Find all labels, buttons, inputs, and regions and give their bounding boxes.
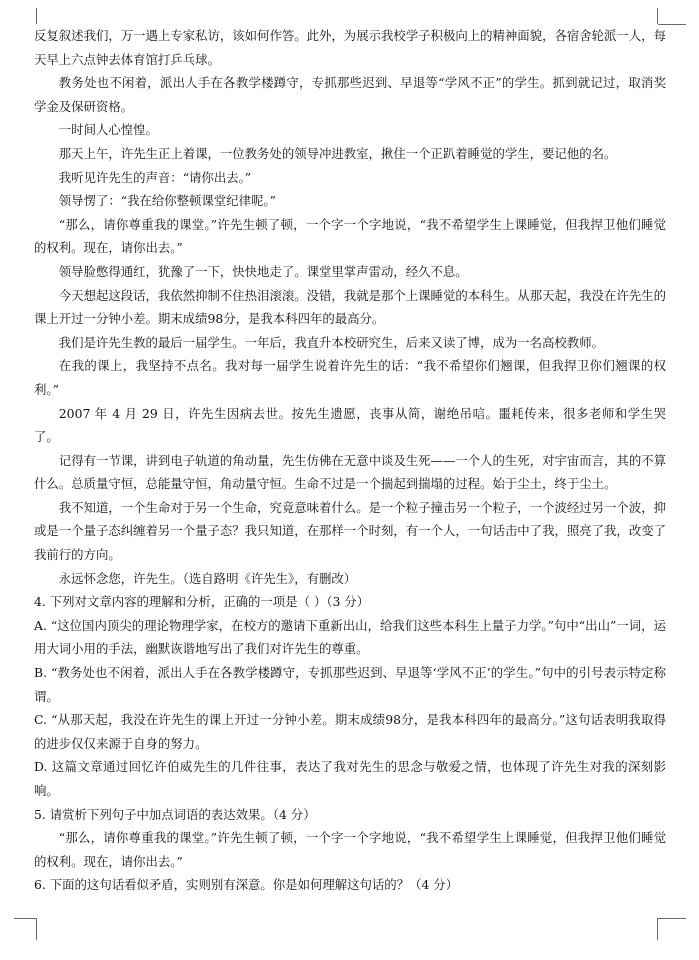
crop-mark-top-left-vertical [36,8,37,24]
paragraph: 2007 年 4 月 29 日，许先生因病去世。按先生遗愿，丧事从简，谢绝吊唁。噩耗传来，很多老师和学生哭了。 [34,405,666,445]
question-6: 6. 下面的这句话看似矛盾，实则别有深意。你是如何理解这句话的？（4 分） [34,877,459,893]
paragraph: 教务处也不闲着，派出人手在各教学楼蹲守，专抓那些迟到、早退等“学风不正”的学生。抓到就记过，取消奖学金及保研资格。 [34,75,666,114]
paragraph: 那天上午，许先生正上着课，一位教务处的领导冲进教室，揪住一个正趴着睡觉的学生，要记他的名。 [58,145,617,161]
paragraph: 我听见许先生的声音：“请你出去。” [58,169,252,185]
question-4: 4. 下列对文章内容的理解和分析，正确的一项是（ ）（3 分） [34,594,370,610]
crop-mark-bottom-right-horizontal [658,918,686,919]
paragraph: 一时间人心惶惶。 [58,122,158,138]
crop-mark-top-right-vertical [657,8,658,24]
document-body [34,24,666,897]
crop-mark-bottom-left-horizontal [14,918,36,919]
paragraph: 在我的课上，我坚持不点名。我对每一届学生说着许先生的话：“我不希望你们翘课，但我捍卫你们翘课的权利。” [34,358,666,397]
paragraph: 我不知道，一个生命对于另一个生命，究竟意味着什么。是一个粒子撞击另一个粒子，一个波经过另一个波，抑或是一个量子态纠缠着另一个量子态？我只知道，在那样一个时刻，有一个人，一句话击中了我，照亮了我，改变了我前行的方向。 [34,499,666,563]
question-5: 5. 请赏析下列句子中加点词语的表达效果。（4 分） [34,806,316,822]
source-line: 永远怀念您，许先生。（选自路明《许先生》，有删改） [58,570,357,586]
crop-mark-bottom-right-vertical [657,918,658,940]
quoted-sentence: “那么，请你尊重我的课堂。”许先生顿了顿，一个字一个字地说，“我不希望学生上课睡觉，但我捍卫他们睡觉的权利。现在，请你出去。” [34,830,666,869]
crop-mark-bottom-left-vertical [36,918,37,940]
paragraph: 记得有一节课，讲到电子轨道的角动量，先生仿佛在无意中谈及生死——一个人的生死，对宇宙而言，其的不算什么。总质量守恒，总能量守恒，角动量守恒。生命不过是一个揣起到揣塌的过程。始于尘土，终于尘土。 [34,452,666,492]
paragraph: “那么，请你尊重我的课堂。”许先生顿了顿，一个字一个字地说，“我不希望学生上课睡觉，但我捍卫他们睡觉的权利。现在，请你出去。” [34,216,666,256]
option-c: C. “从那天起，我没在许先生的课上开过一分钟小差。期末成绩98分，是我本科四年的最高分。”这句话表明我取得的进步仅仅来源于自身的努力。 [34,712,666,751]
option-a: A. “这位国内顶尖的理论物理学家，在校方的邀请下重新出山，给我们这些本科生上量子力学。”句中“出山”一词，运用大词小用的手法，幽默诙谐地写出了我们对许先生的尊重。 [34,617,666,657]
paragraph: 反复叙述我们，万一遇上专家私访，该如何作答。此外，为展示我校学子积极向上的精神面貌，各宿舍轮派一人，每天早上六点钟去体育馆打乒乓球。 [34,28,666,67]
option-b: B. “教务处也不闲着，派出人手在各教学楼蹲守，专抓那些迟到、早退等‘学风不正’的学生。”句中的引号表示特定称谓。 [34,665,666,704]
option-d: D. 这篇文章通过回忆许伯威先生的几件往事，表达了我对先生的思念与敬爱之情，也体现了许先生对我的深刻影响。 [34,759,666,798]
paragraph: 今天想起这段话，我依然抑制不住热泪滚滚。没错，我就是那个上课睡觉的本科生。从那天起，我没在许先生的课上开过一分钟小差。期末成绩98分，是我本科四年的最高分。 [34,287,666,327]
paragraph: 领导脸憋得通红，犹豫了一下，快快地走了。课堂里掌声雷动，经久不息。 [58,263,468,279]
paragraph: 领导愣了：“我在给你整顿课堂纪律呢。” [58,193,276,209]
paragraph: 我们是许先生教的最后一届学生。一年后，我直升本校研究生，后来又读了博，成为一名高校教师。 [58,334,604,350]
